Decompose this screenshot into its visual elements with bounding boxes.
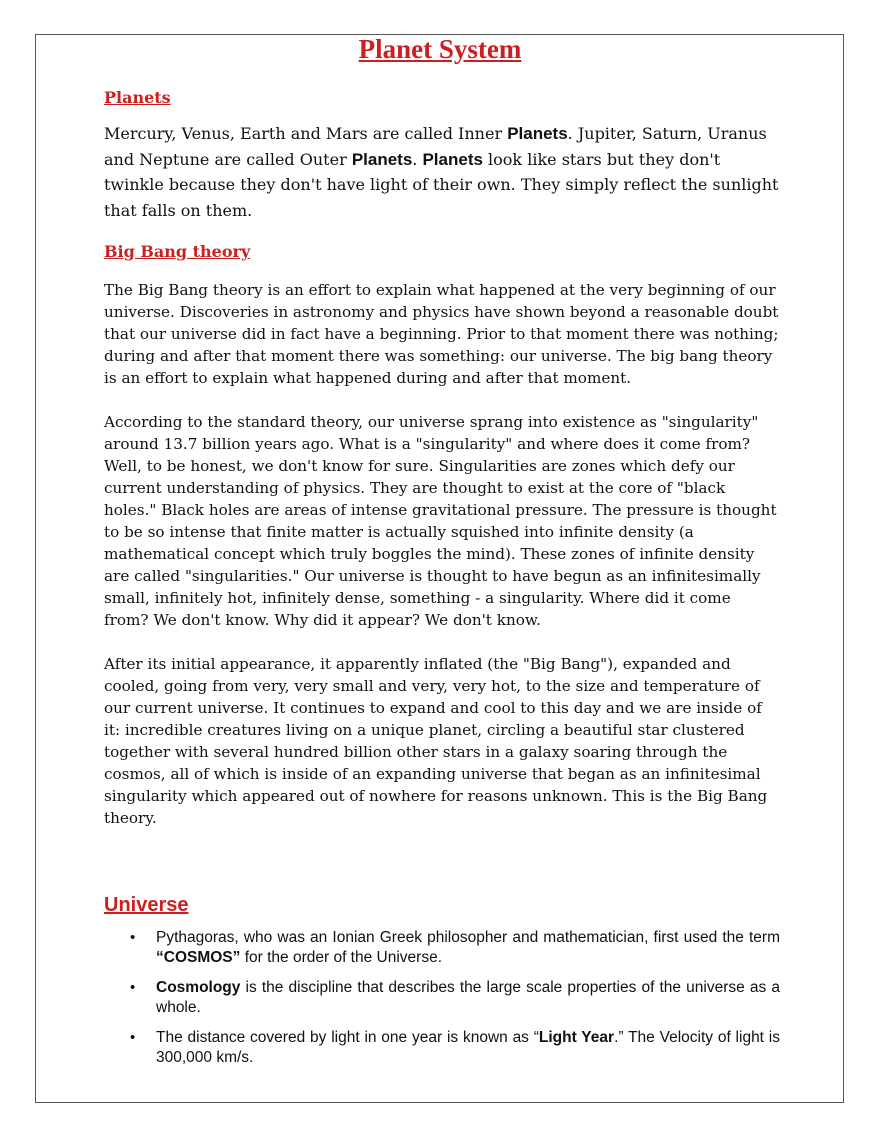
bullet-icon: • [130,979,136,996]
planets-bold-3: Planets [422,149,483,169]
big-bang-paragraph-1: The Big Bang theory is an effort to explain what happened at the very beginning of our universe. Discoveries in astronomy and physics have shown beyond a reasonable doubt that our universe did in fact have a beginning. Prior to that moment there was nothing; during and after that moment there was something: our universe. The big bang theory is an effort to explain what happened during and after that moment. [104,281,779,387]
bullet-icon: • [130,929,136,946]
planets-text-3: . [412,149,423,169]
planets-heading: Planets [104,88,171,107]
list-item [130,1028,780,1067]
planets-text-1: Mercury, Venus, Earth and Mars are called Inner [104,124,508,143]
bullet-3-text: The distance covered by light in one year is known as “ [156,1029,539,1046]
planets-bold-2: Planets [351,149,413,169]
bullet-2-bold: Cosmology [156,979,241,996]
planets-section [104,88,780,223]
bullet-3-text-end: .” The Velocity of light is 300,000 km/s. [156,1029,780,1066]
list-item [130,978,780,1017]
bullet-2-text: is the discipline that describes the large scale properties of the universe as a whole. [156,979,780,1016]
big-bang-heading: Big Bang theory [104,242,251,261]
bullet-1-bold: “COSMOS” [156,948,241,966]
big-bang-section [104,242,780,829]
bullet-1-text: Pythagoras, who was an Ionian Greek philosopher and mathematician, first used the term [156,929,780,946]
bullet-icon: • [130,1029,136,1046]
bullet-3-bold: Light Year [538,1029,615,1046]
planets-text-4: look like stars but they don't twinkle because they don't have light of their own. They simply reflect the sunlight that falls on them. [104,149,779,220]
universe-bullet-list [130,928,780,1078]
bullet-1-text-end: for the order of the Universe. [240,948,443,966]
page-title: Planet System [358,34,522,64]
big-bang-paragraph-2: According to the standard theory, our universe sprang into existence as "singularity" around 13.7 billion years ago. What is a "singularity" and where does it come from? Well, to be honest, we don't know for sure. Singularities are zones which defy our current understanding of physics. They are thought to exist at the core of "black holes." Black holes are areas of intense gravitational pressure. The pressure is thought to be so intense that finite matter is actually squished into infinite density (a mathematical concept which truly boggles the mind). These zones of infinite density are called "singularities." Our universe is thought to have begun as an infinitesimally small, infinitely hot, infinitely dense, something - a singularity. Where did it come from? We don't know. Why did it appear? We don't know. [104,413,777,629]
planets-bold-1: Planets [507,124,568,143]
planets-text-2: . Jupiter, Saturn, Uranus and Neptune are called Outer [104,124,767,169]
planets-paragraph [104,121,780,223]
big-bang-paragraph-3: After its initial appearance, it apparently inflated (the "Big Bang"), expanded and cooled, going from very, very small and very, very hot, to the size and temperature of our current universe. It continues to expand and cool to this day and we are inside of it: incredible creatures living on a unique planet, circling a beautiful star clustered together with several hundred billion other stars in a galaxy soaring through the cosmos, all of which is inside of an expanding universe that began as an infinitesimal singularity which appeared out of nowhere for reasons unknown. This is the Big Bang theory. [104,655,768,827]
list-item [130,928,780,967]
universe-heading: Universe [104,894,189,916]
